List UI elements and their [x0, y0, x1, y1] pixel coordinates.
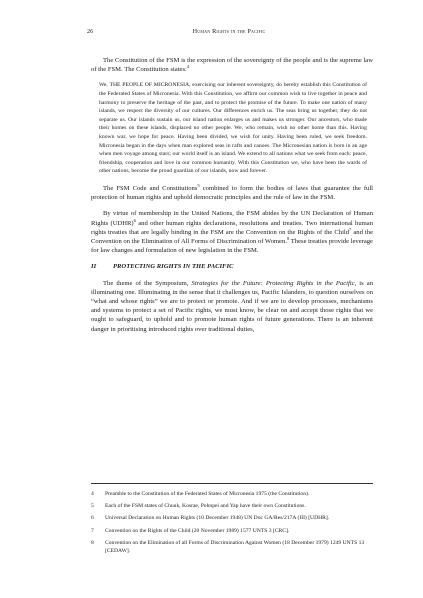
footnote	[91, 539, 373, 555]
footnote-number: 6	[91, 515, 94, 522]
block-quote-preamble: We, THE PEOPLE OF MICRONESIA, exercising our inherent sovereignty, do hereby establish this Constitution of the Federated States of Micronesia. With this Constitution, we affirm our common wish to live together in peace and harmony to preserve the heritage of the past, and to protect the promise of the future. To make one nation of many islands, we respect the diversity of our cultures. Our differences enrich us. The seas bring us together, they do not separate us. Our islands sustain us, our island nation enlarges us and makes us stronger. Our ancestors, who made their homes on these islands, displaced no other people. We, who remain, wish no other home than this. Having known war, we hope for peace. Having been divided, we wish for unity. Having been ruled, we seek freedom. Micronesia began in the days when man explored seas in rafts and canoes. The Micronesian nation is born in an age when men voyage among stars; our world itself is an island. We extend to all nations what we seek from each: peace, friendship, cooperation and love in our common humanity. With this Constitution we, who have been the wards of other nations, become the proud guardian of our islands, now and forever.	[99, 82, 367, 175]
footnote	[91, 527, 373, 535]
footnote-text: Convention on the Rights of the Child (20 November 1989) 1577 UNTS 3 [CRC].	[105, 527, 290, 534]
footnote-number: 7	[91, 527, 94, 534]
footnote-number: 4	[91, 491, 94, 497]
symposium-theme: Strategies for the Future: Protecting Rights in the Pacific	[191, 279, 355, 287]
footnote-number: 5	[91, 503, 94, 510]
paragraph-constitution: The Constitution of the FSM is the expression of the sovereignty of the people and is the supreme law of the FSM. The Constitution states:$^4$	[91, 57, 373, 74]
section-number: II	[91, 263, 97, 271]
footnote-text: Preamble to the Constitution of the Federated States of Micronesia 1975 (the Constitution).	[105, 491, 310, 497]
paragraph-fsm-code: The FSM Code and Constitutions$^5$ combined to form the bodies of laws that guarantee the full protection of human rights and uphold democratic principles and the rule of law in the FSM.	[91, 182, 373, 202]
footnote-text: Universal Declaration on Human Rights (10 December 1948) UN Doc GA/Res/217A (III) [UDHR].	[105, 515, 330, 522]
footnote	[91, 514, 373, 522]
footnote-ref[interactable]: 4	[186, 64, 190, 70]
body-text	[91, 56, 373, 341]
footnote	[91, 490, 373, 498]
footnote-ref[interactable]: 8	[286, 235, 290, 241]
footnote-ref[interactable]: 5	[197, 182, 200, 188]
footnote	[91, 502, 373, 510]
footnotes	[91, 490, 373, 559]
footnote-number: 8	[91, 539, 94, 546]
section-title: PROTECTING RIGHTS IN THE PACIFIC	[113, 263, 234, 271]
section-heading	[91, 262, 373, 271]
footnote-text: Each of the FSM states of Chuuk, Kosrae, Pohnpei and Yap have their own Constitutions.	[105, 503, 306, 510]
running-title: Human Rights in the Pacific	[192, 28, 266, 35]
page-number: 26	[87, 28, 94, 35]
paragraph-un-membership: By virtue of membership in the United Nations, the FSM abides by the UN Declaration of Human Rights (UDHR)$^6$ and other human rights declarations, resolutions and treaties. Two international human rights treaties that are legally binding in the FSM are the Convention on the Rights of the Child$^7$ and the Convention on the Elimination of All Forms of Discrimination of Women.$^8$ These treaties provide leverage for law changes and formulation of new legislation in the FSM.	[91, 210, 373, 255]
footnote-divider	[91, 483, 373, 484]
footnote-text: Convention on the Elimination of all Forms of Discrimination Against Women (18 December 1979) 1249 UNTS 13 [CEDAW].	[105, 539, 365, 555]
page-header	[87, 28, 371, 38]
paragraph-symposium-theme: The theme of the Symposium, Strategies for the Future: Protecting Rights in the Pacific, is an illuminating one. Illuminating in the sense that it challenges us, Pacific Islanders, to question ourselves on “what and whose rights” we are to protect or promote. And if we are to develop processes, mechanisms and systems to protect a set of Pacific rights, we must know, be clear on and accept those rights that we ought to safeguard, to uphold and to promote human rights of future generations. There is an inherent danger in prioritising introduced rights over traditional duties,	[91, 279, 373, 333]
footnote-ref[interactable]: 6	[133, 217, 136, 223]
footnote-ref[interactable]: 7	[349, 226, 352, 232]
